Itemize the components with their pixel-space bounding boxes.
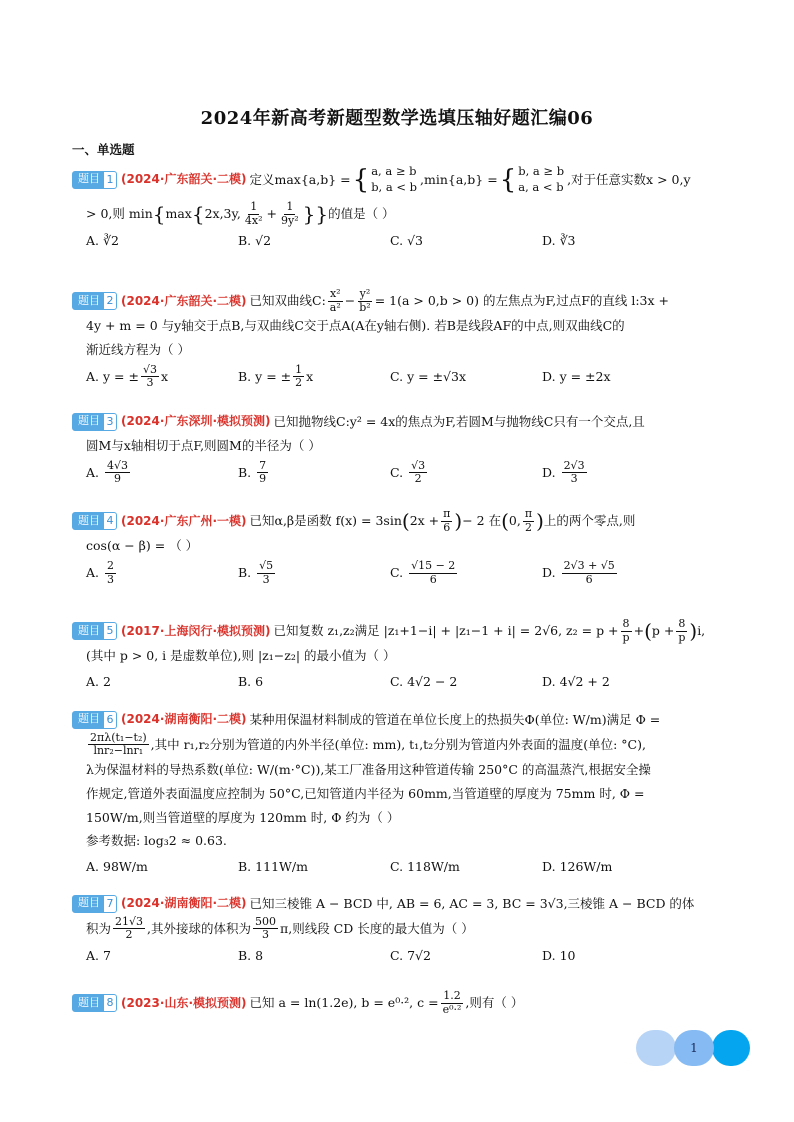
fraction (328, 288, 343, 314)
option-b[interactable] (238, 364, 390, 390)
fraction (562, 560, 617, 586)
problem-source: (2024·湖南衡阳·二模) (121, 712, 247, 727)
tag-number: 2 (104, 293, 116, 309)
option-letter: B. (238, 565, 252, 581)
numerator: 2√3 + √5 (563, 559, 615, 573)
numerator: 1.2 (443, 989, 461, 1002)
option-a[interactable] (86, 670, 238, 694)
option-c[interactable] (390, 229, 542, 253)
answer-options (72, 855, 732, 879)
option-letter: A. (86, 369, 100, 385)
option-b[interactable] (238, 460, 390, 486)
problem-5 (72, 618, 732, 694)
fraction (279, 201, 301, 227)
page-number-badge (636, 1030, 752, 1066)
plus-sign: + (633, 623, 645, 639)
option-letter: A. (86, 464, 100, 480)
problem-source: (2017·上海闵行·模拟预测) (121, 623, 271, 638)
problem-source: (2024·湖南衡阳·二模) (121, 896, 247, 911)
tag-label: 题目 (78, 513, 100, 527)
option-d[interactable] (542, 944, 694, 968)
fraction (253, 916, 278, 942)
option-text: 8 (255, 948, 264, 964)
option-b[interactable] (238, 560, 390, 586)
option-c[interactable] (390, 460, 542, 486)
problem-text: 已知复数 z₁,z₂满足 |z₁+1−i| + |z₁−1 + i| = 2√6, z₂ = p + (273, 623, 619, 639)
option-a[interactable] (86, 364, 238, 390)
fraction (523, 508, 534, 534)
fraction (105, 560, 116, 586)
denominator: 3 (107, 572, 115, 586)
option-text: 98W/m (103, 859, 148, 875)
option-text: ∛2 (103, 233, 119, 249)
option-d[interactable] (542, 560, 694, 586)
denominator: lnr₂−lnr₁ (93, 744, 144, 758)
problem-text: ,其外接球的体积为 (147, 921, 252, 937)
option-letter: C. (390, 948, 404, 964)
denominator: 3 (570, 472, 578, 486)
problem-text: 已知α,β是函数 f(x) = 3sin (249, 513, 402, 529)
numerator: 2√3 (563, 458, 585, 472)
problem-text: ,则有（ ） (465, 995, 524, 1011)
option-text: 7√2 (407, 948, 431, 964)
problem-text: 2x,3y, (204, 206, 241, 222)
problem-text: 某种用保温材料制成的管道在单位长度上的热损失Φ(单位: W/m)满足 Φ = (249, 712, 661, 727)
page-badge-circle-left (636, 1030, 676, 1066)
option-text: 118W/m (407, 859, 460, 875)
problem-text: p + (651, 623, 675, 639)
option-text: 7 (103, 948, 111, 964)
numerator: 2 (107, 559, 115, 573)
problem-text: 4y + m = 0 与y轴交于点B,与双曲线C交于点A(A在y轴右侧). 若B是线段AF的中点,则双曲线C的 (86, 318, 625, 334)
problem-text: 的值是（ ） (328, 206, 395, 222)
problem-tag (72, 171, 117, 189)
problem-source: (2024·广东深圳·模拟预测) (121, 414, 271, 429)
option-c[interactable] (390, 855, 542, 879)
problem-text: 已知 a = ln(1.2e), b = e⁰·², c = (249, 995, 439, 1011)
problem-tag (72, 292, 117, 310)
option-letter: D. (542, 233, 556, 249)
problem-text: − 2 在 (462, 513, 502, 529)
paren-open: ( (401, 509, 410, 534)
option-d[interactable] (542, 670, 694, 694)
numerator: y² (359, 287, 371, 300)
denominator: 9y² (281, 213, 299, 227)
paren-close: ) (454, 509, 463, 534)
problem-tag (72, 711, 117, 729)
option-a[interactable] (86, 560, 238, 586)
fraction (357, 288, 372, 314)
problem-text: 渐近线方程为（ ） (86, 342, 190, 358)
problem-source: (2024·广东韶关·二模) (121, 293, 247, 308)
option-letter: B. (238, 859, 252, 875)
option-c[interactable] (390, 670, 542, 694)
tag-number: 5 (104, 623, 116, 639)
problem-text: 150W/m,则当管道壁的厚度为 120mm 时, Φ 约为（ ） (86, 809, 400, 825)
fraction (409, 560, 457, 586)
case-top: a, a ≥ b (371, 164, 417, 178)
option-text: √3 (407, 233, 424, 249)
option-text: y = ±2x (559, 369, 611, 385)
tag-number: 3 (104, 414, 116, 430)
problem-text: 圆M与x轴相切于点F,则圆M的半径为（ ） (86, 437, 321, 453)
problem-4 (72, 508, 732, 586)
denominator: 6 (585, 572, 593, 586)
option-letter: A. (86, 674, 100, 690)
numerator: 7 (259, 458, 267, 472)
numerator: √15 − 2 (411, 559, 456, 573)
fraction (441, 508, 452, 534)
tag-label: 题目 (78, 896, 100, 910)
denominator: 3 (146, 376, 154, 390)
tag-number: 7 (104, 896, 116, 912)
denominator: 3 (262, 572, 270, 586)
numerator: π (443, 507, 451, 520)
option-letter: D. (542, 369, 556, 385)
fraction (676, 618, 687, 644)
problem-text: (其中 p > 0, i 是虚数单位),则 |z₁−z₂| 的最小值为（ ） (86, 648, 396, 664)
fraction (441, 990, 464, 1016)
denominator: a² (329, 300, 341, 314)
option-letter: B. (238, 948, 252, 964)
brace-open: { (191, 202, 205, 227)
problem-text: π,则线段 CD 长度的最大值为（ ） (280, 921, 474, 937)
fraction (113, 916, 145, 942)
option-c[interactable] (390, 560, 542, 586)
tag-label: 题目 (78, 293, 100, 307)
problem-text: ,其中 r₁,r₂分别为管道的内外半径(单位: mm), t₁,t₂分别为管道内外表面的温度(单位: °C), (150, 737, 646, 753)
option-b[interactable] (238, 855, 390, 879)
problem-8 (72, 990, 732, 1016)
option-letter: B. (238, 674, 252, 690)
problem-tag (72, 895, 117, 913)
problem-6 (72, 708, 732, 879)
paren-close: ) (689, 619, 698, 644)
numerator: 4√3 (107, 458, 129, 472)
option-d[interactable] (542, 855, 694, 879)
option-text: 6 (255, 674, 264, 690)
option-text: ∛3 (559, 233, 576, 249)
option-text: 10 (559, 948, 576, 964)
tag-label: 题目 (78, 414, 100, 428)
option-text: 111W/m (255, 859, 308, 875)
tag-label: 题目 (78, 995, 100, 1009)
option-c[interactable] (390, 364, 542, 390)
case-top: b, a ≥ b (518, 164, 565, 178)
numerator: 1 (295, 362, 303, 376)
numerator: 500 (255, 914, 277, 928)
option-letter: A. (86, 233, 100, 249)
problem-text: = 1(a > 0,b > 0) 的左焦点为F,过点F的直线 l:3x + (374, 293, 669, 309)
paren-open: ( (644, 619, 652, 644)
plus-sign: + (266, 206, 277, 222)
problem-text: ,对于任意实数x > 0,y (567, 171, 691, 187)
numerator: √3 (142, 362, 157, 376)
paren-close: ) (536, 509, 544, 534)
option-text: 4√2 − 2 (407, 674, 458, 690)
option-a[interactable] (86, 855, 238, 879)
problem-tag (72, 512, 117, 530)
problem-text: 0, (508, 513, 521, 529)
option-text: √2 (255, 233, 272, 249)
option-text: y = ± (255, 369, 292, 385)
section-heading: 一、单选题 (72, 142, 135, 157)
fraction (562, 460, 587, 486)
answer-options (72, 229, 732, 253)
option-letter: C. (390, 859, 404, 875)
option-letter: B. (238, 369, 252, 385)
fraction (105, 460, 130, 486)
fraction (88, 732, 149, 758)
option-letter: A. (86, 948, 100, 964)
problem-text: cos(α − β) = （ ） (86, 538, 199, 554)
option-d[interactable] (542, 460, 694, 486)
answer-options (72, 364, 732, 390)
problem-text: 2x + (409, 513, 440, 529)
fraction (257, 560, 275, 586)
option-a[interactable] (86, 460, 238, 486)
tag-number: 4 (104, 513, 116, 529)
problem-tag (72, 994, 117, 1012)
option-b[interactable] (238, 670, 390, 694)
fraction (257, 460, 268, 486)
numerator: π (524, 507, 533, 520)
numerator: 8 (678, 617, 686, 630)
denominator: 6 (429, 572, 437, 586)
denominator: 9 (114, 472, 122, 486)
numerator: 1 (286, 200, 294, 214)
option-d[interactable] (542, 364, 694, 390)
problem-text: 作规定,管道外表面温度应控制为 50°C,已知管道内半径为 60mm,当管道壁的厚度为 75mm 时, Φ = (86, 785, 645, 801)
problem-source: (2023·山东·模拟预测) (121, 995, 247, 1010)
fraction (141, 364, 159, 390)
tag-number: 8 (104, 995, 116, 1011)
option-d[interactable] (542, 229, 694, 253)
option-text: x (161, 369, 169, 385)
tag-number: 6 (104, 712, 116, 728)
option-letter: C. (390, 464, 404, 480)
tag-number: 1 (104, 172, 116, 188)
numerator: 2πλ(t₁−t₂) (90, 730, 147, 744)
option-letter: D. (542, 565, 556, 581)
problem-source: (2024·广东广州·一模) (121, 513, 247, 528)
denominator: b² (359, 300, 371, 314)
problem-text: 定义max{a,b} = (249, 171, 351, 187)
numerator: x² (329, 287, 341, 300)
denominator: 2 (125, 928, 133, 942)
option-text: x (306, 369, 314, 385)
left-brace: { (499, 164, 517, 195)
problem-text: > 0,则 min (86, 206, 153, 222)
brace-open: { (152, 202, 166, 227)
cases (518, 164, 564, 195)
page-badge-circle-right (712, 1030, 750, 1066)
option-letter: C. (390, 565, 404, 581)
case-bottom: b, a < b (371, 179, 418, 194)
problem-7 (72, 892, 732, 968)
option-text: 2 (103, 674, 111, 690)
problem-tag (72, 413, 117, 431)
option-a[interactable] (86, 229, 238, 253)
denominator: 6 (443, 520, 451, 534)
denominator: 2 (414, 472, 422, 486)
problem-text: 已知抛物线C:y² = 4x的焦点为F,若圆M与抛物线C只有一个交点,且 (273, 414, 645, 429)
denominator: 9 (259, 472, 267, 486)
option-letter: A. (86, 565, 100, 581)
problem-text: 已知双曲线C: (249, 293, 326, 309)
option-b[interactable] (238, 944, 390, 968)
paren-open: ( (501, 509, 509, 534)
option-a[interactable] (86, 944, 238, 968)
option-text: y = ±√3x (407, 369, 467, 385)
tag-label: 题目 (78, 712, 100, 726)
option-letter: C. (390, 369, 404, 385)
option-b[interactable] (238, 229, 390, 253)
option-text: 126W/m (559, 859, 613, 875)
numerator: 8 (622, 617, 630, 630)
page-number: 1 (674, 1030, 714, 1066)
denominator: 2 (524, 520, 532, 534)
case-bottom: a, a < b (518, 179, 564, 194)
option-text: 4√2 + 2 (559, 674, 610, 690)
reference-data: 参考数据: log₃2 ≈ 0.63. (86, 833, 227, 849)
denominator: p (678, 630, 686, 644)
numerator: √5 (259, 559, 274, 573)
option-letter: C. (390, 674, 404, 690)
fraction (243, 201, 265, 227)
page-title: 2024年新高考新题型数学选填压轴好题汇编06 (200, 108, 594, 129)
option-letter: D. (542, 859, 556, 875)
tag-label: 题目 (78, 623, 100, 637)
problem-3 (72, 410, 732, 486)
problem-source: (2024·广东韶关·二模) (121, 172, 247, 187)
problem-text: 上的两个零点,则 (543, 513, 636, 529)
option-text: y = ± (103, 369, 139, 385)
denominator: 3 (262, 928, 270, 942)
option-letter: B. (238, 233, 252, 249)
denominator: 4x² (244, 213, 263, 227)
problem-text: i, (697, 623, 706, 639)
option-letter: D. (542, 674, 556, 690)
option-c[interactable] (390, 944, 542, 968)
problem-tag (72, 622, 117, 640)
left-brace: { (352, 164, 370, 195)
problem-2 (72, 288, 732, 390)
denominator: e⁰·² (442, 1002, 462, 1016)
denominator: 2 (295, 376, 303, 390)
denominator: p (622, 630, 630, 644)
option-letter: B. (238, 464, 252, 480)
numerator: √3 (411, 458, 426, 472)
answer-options (72, 670, 732, 694)
numerator: 21√3 (115, 914, 144, 928)
option-letter: D. (542, 464, 556, 480)
option-letter: A. (86, 859, 100, 875)
minus-sign: − (344, 293, 356, 309)
problem-text: 积为 (86, 921, 112, 937)
answer-options (72, 460, 732, 486)
brace-close: }} (302, 202, 329, 227)
fraction (621, 618, 632, 644)
option-letter: C. (390, 233, 404, 249)
problem-text: max (165, 206, 192, 222)
option-letter: D. (542, 948, 556, 964)
numerator: 1 (250, 200, 258, 214)
answer-options (72, 560, 732, 586)
fraction (293, 364, 304, 390)
fraction (409, 460, 427, 486)
problem-text: 已知三棱锥 A − BCD 中, AB = 6, AC = 3, BC = 3√3,三棱锥 A − BCD 的体 (249, 896, 695, 911)
problem-text: λ为保温材料的导热系数(单位: W/(m·°C)),某工厂准备用这种管道传输 250°C 的高温蒸汽,根据安全操 (86, 762, 651, 778)
answer-options (72, 944, 732, 968)
tag-label: 题目 (78, 172, 100, 186)
cases (371, 164, 417, 195)
problem-text: ,min{a,b} = (420, 171, 498, 187)
problem-1 (72, 164, 732, 253)
